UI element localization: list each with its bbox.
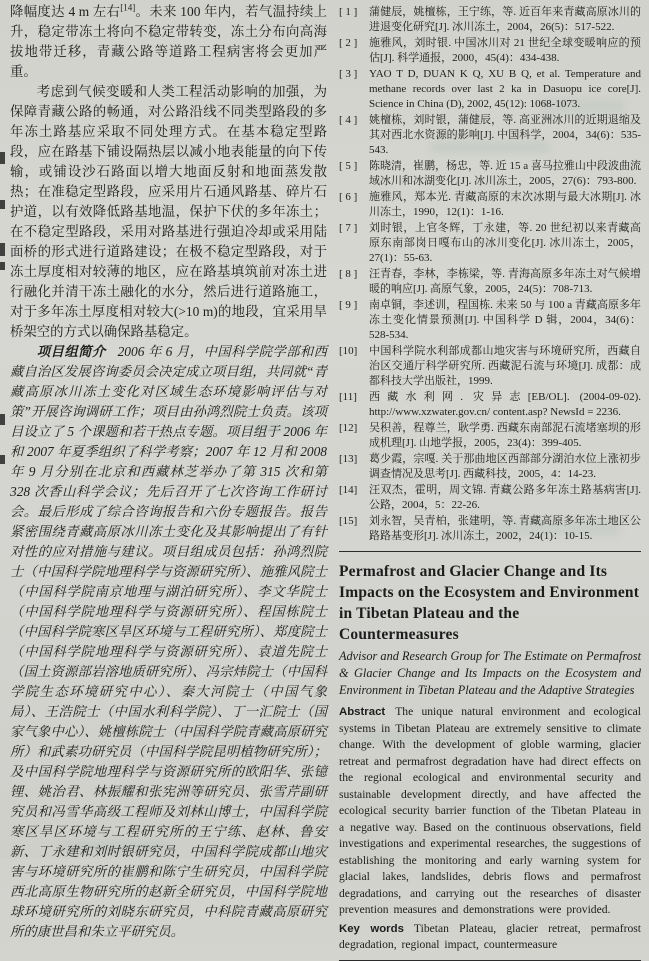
reference-item — [339, 159, 641, 189]
reference-number: [11] — [339, 391, 357, 403]
body-paragraph-continued — [10, 2, 327, 82]
english-article-title: Permafrost and Glacier Change and Its Impacts on the Ecosystem and Environment in Tibetan Plateau and the Countermeasures — [339, 563, 640, 643]
reference-item — [339, 5, 641, 35]
reference-text: 西藏水利网. 灾异志[EB/OL]. (2004-09-02). http://www.xzwater.gov.cn/ content.asp? NewsId = 2236. — [369, 391, 641, 418]
reference-number: [ 3 ] — [339, 68, 358, 80]
body-paragraph-measures: 考虑到气候变暖和人类工程活动影响的加强，为保障青藏公路的畅通，对公路沿线不同类型路段的多年冻土路基应采取不同处理方式。在基本稳定型路段，应在路基下铺设隔热层以减小地表能量的向下传输，或铺设沙石路面以增大地面反射和地面蒸发散热；在准稳定型路段，应采用片石通风路基、碎片石护道，以有效降低路基地温，保护下伏的多年冻土；在不稳定型路段，采用对路基进行强迫冷却或采用陆面桥的形式进行道路建设；在极不稳定型路段，对于冻土厚度相对较薄的地区，应在路基填筑前对冻土进行融化并清干冻土融化的水分，然后进行道路施工，对于多年冻土厚度相对较大(>10 m)的地段，宜采用旱桥架空的方式以确保路基稳定。 — [10, 84, 327, 339]
reference-item — [339, 267, 641, 297]
reference-item — [339, 390, 641, 420]
reference-text: 姚檀栋，刘时银，蒲健辰，等. 高亚洲冰川的近期退缩及其对西北水资源的影响[J]. 中国科学，2004，34(6)：535-543. — [369, 114, 641, 156]
para1-post: 。未来 100 年内，若气温持续上升，稳定带冻土将向不稳定带转变，冻土分布向高海拔地带迁移，青藏公路等道路工程病害将会更加严重。 — [10, 4, 327, 79]
reference-number: [ 1 ] — [339, 6, 358, 18]
abstract-text: The unique natural environment and ecological systems in Tibetan Plateau are extremely sensitive to climate change. With the development of globle warming, glacier retreat and permafrost degradation have had direct effects on the regional ecological and environmental security and sustainable development directly, and have affected the ecological security barrier function of the Tibetan Plateau in a negative way. Based on the continuous observations, field investigations and experimental researches, the suggestions of establishing the monitoring and early warning system for glacial lakes, landslides, debris flows and permafrost degradations, and carrying out the researches of disaster prevention measures and demonstrations were provided. — [339, 705, 641, 916]
project-intro-text: 2006 年 6 月，中国科学院学部和西藏自治区发展咨询委员会决定成立项目组，共同就“青藏高原冰川冻土变化对区域生态环境影响评估与对策”开展咨询调研工作；项目由孙鸿烈院士负责。该项目设立了 5 个课题和若干热点专题。项目组于 2006 年和 2007 年夏季组织了科学考察；2007 年 12 月和 2008 年 9 月分别在北京和西藏林芝举办了第 315 次和第 328 次香山科学会议；先后召开了七次咨询工作研讨会。最后形成了综合咨询报告和六份专题报告。报告紧密围绕青藏高原冰川冻土变化及其影响提出了有针对性的应对措施与建议。项目组成员包括：孙鸿烈院士（中国科学院地理科学与资源研究所）、施雅风院士（中国科学院南京地理与湖泊研究所）、李文华院士（中国科学院地理科学与资源研究所）、程国栋院士（中国科学院寒区旱区环境与工程研究所）、郑度院士（中国科学院地理科学与资源研究所）、袁道先院士（国土资源部岩溶地质研究所）、冯宗炜院士（中国科学院生态环境研究中心）、秦大河院士（中国气象局）、王浩院士（中国水利科学院）、丁一汇院士（国家气象中心）、姚檀栋院士（中国科学院青藏高原研究所）和武素功研究员（中国科学院昆明植物研究所）；及中国科学院地理科学与资源研究所的欧阳华、张镱锂、姚治君、林振耀和张宪洲等研究员、张雪芹副研究员和冯雪华高级工程师及刘林山博士，中国科学院寒区旱区环境与工程研究所的王宁练、赵林、鲁安新、丁永建和刘时银研究员，中国科学院成都山地灾害与环境研究所的崔鹏和陈宁生研究员，中国科学院西北高原生物研究所的赵新全研究员，中国科学院地球环境研究所的刘晓东研究员，中科院青藏高原研究所的康世昌和朱立平研究员。 — [10, 344, 327, 939]
reference-item — [339, 483, 641, 513]
reference-text: 中国科学院水利部成都山地灾害与环境研究所，西藏自治区交通厅科学研究所. 西藏泥石流与环境[J]. 成都：成都科技大学出版社，1999. — [369, 345, 641, 387]
reference-item — [339, 344, 641, 389]
reference-number: [ 2 ] — [339, 37, 358, 49]
reference-item — [339, 452, 641, 482]
section-divider-bottom — [339, 960, 641, 961]
right-column — [339, 5, 641, 961]
reference-number: [ 7 ] — [339, 222, 358, 234]
reference-number: [12] — [339, 422, 358, 434]
citation-superscript: [14] — [120, 2, 136, 13]
project-intro-label: 项目组简介 — [36, 344, 106, 359]
reference-text: 陈晓清，崔鹏，杨忠，等. 近 15 a 喜马拉雅山中段波曲流域冰川和冰湖变化[J]. 冰川冻土，2005，27(6)：793-800. — [369, 160, 641, 187]
keywords-text: Tibetan Plateau, glacier retreat, permafrost degradation, regional impact, countermeasure — [339, 921, 642, 951]
reference-list — [339, 5, 641, 544]
reference-number: [13] — [339, 453, 358, 465]
reference-text: 汪青春，李林，李栋梁，等. 青海高原多年冻土对气候增暖的响应[J]. 高原气象，2005，24(5)：708-713. — [369, 268, 641, 295]
reference-item — [339, 298, 641, 343]
reference-number: [ 6 ] — [339, 191, 358, 203]
reference-text: 汪双杰，霍明，周文锦. 青藏公路多年冻土路基病害[J]. 公路，2004，5：22-26. — [369, 484, 641, 511]
reference-number: [10] — [339, 345, 358, 357]
reference-text: 葛少霞，宗嘎. 关于那曲地区西部部分湖泊水位上涨初步调查情况及思考[J]. 西藏科技，2005，4：14-23. — [369, 453, 641, 480]
section-divider-top — [339, 551, 641, 552]
reference-text: 施雅风，郑本光. 青藏高原的末次冰期与最大冰期[J]. 冰川冻土，1990，12(1)：1-16. — [369, 191, 641, 218]
reference-number: [ 9 ] — [339, 299, 358, 311]
reference-item — [339, 221, 641, 266]
reference-item — [339, 514, 641, 544]
project-intro-paragraph — [10, 342, 327, 942]
abstract-block — [339, 704, 641, 919]
reference-number: [ 5 ] — [339, 160, 358, 172]
abstract-label: Abstract — [339, 706, 386, 718]
reference-text: YAO T D, DUAN K Q, XU B Q, et al. Temperature and methane records over last 2 ka in Dasuopu ice core[J]. Science in China (D), 2002, 45(12): 1068-1073. — [369, 68, 641, 110]
left-text-column — [10, 2, 327, 942]
keywords-label: Key words — [339, 922, 404, 935]
reference-text: 刘永智，吴青柏，张建明，等. 青藏高原多年冻土地区公路路基变形[J]. 冰川冻土，2002，24(1)：10-15. — [369, 515, 641, 542]
reference-text: 刘时银，上官冬辉，丁永建，等. 20 世纪初以来青藏高原东南部岗日嘎布山的冰川变化[J]. 冰川冻土，2005，27(1)：55-63. — [369, 222, 641, 264]
reference-text: 南卓铜，李述训，程国栋. 未来 50 与 100 a 青藏高原多年冻土变化情景预测[J]. 中国科学 D 辑，2004，34(6)：528-534. — [369, 299, 641, 341]
reference-item — [339, 190, 641, 220]
reference-number: [15] — [339, 515, 358, 527]
reference-item — [339, 113, 641, 158]
reference-item — [339, 36, 641, 66]
reference-text: 蒲健辰，姚檀栋，王宁练，等. 近百年来青藏高原冰川的进退变化研究[J]. 冰川冻土，2004，26(5)：517-522. — [369, 6, 641, 33]
keywords-block — [339, 921, 641, 954]
reference-item — [339, 67, 641, 112]
article-byline: Advisor and Research Group for The Estimate on Permafrost & Glacier Change and Its Impacts on the Ecosystem and Environment in Tibetan Plateau and the Adaptive Strategies — [339, 649, 641, 697]
reference-number: [ 4 ] — [339, 114, 358, 126]
reference-number: [ 8 ] — [339, 268, 358, 280]
reference-item — [339, 421, 641, 451]
para1-pre: 降幅度达 4 m 左右 — [10, 4, 121, 19]
reference-text: 施雅风，刘时银. 中国冰川对 21 世纪全球变暖响应的预估[J]. 科学通报，2000，45(4)：434-438. — [369, 37, 641, 64]
reference-text: 吴积善，程尊兰，耿学勇. 西藏东南部泥石流堵塞坝的形成机理[J]. 山地学报，2005，23(4)：399-405. — [369, 422, 641, 449]
reference-number: [14] — [339, 484, 358, 496]
